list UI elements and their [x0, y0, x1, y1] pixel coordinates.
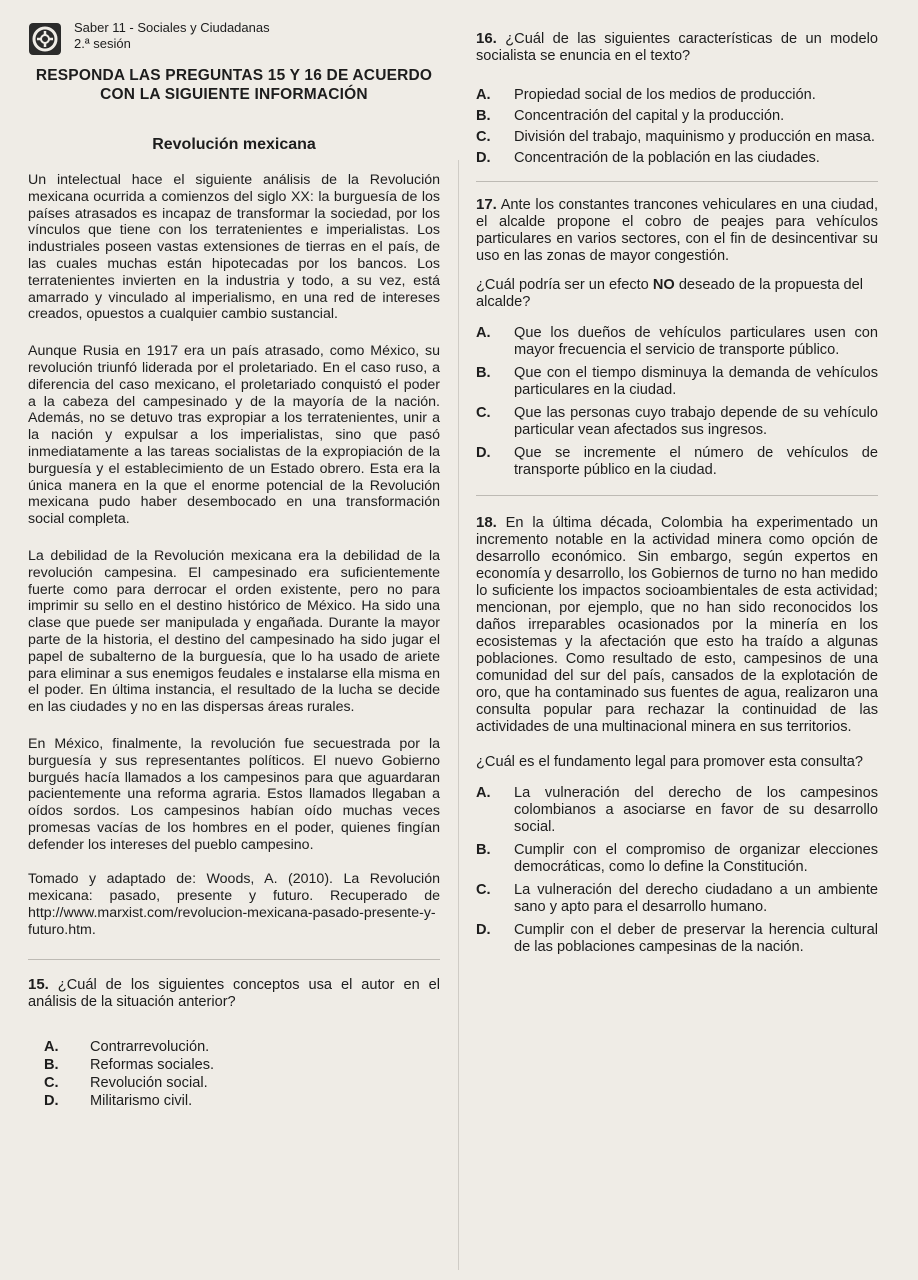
- option-letter: A.: [44, 1038, 59, 1055]
- option-letter: A.: [476, 325, 491, 341]
- question-stem: [476, 30, 878, 65]
- option-text: Cumplir con el compromiso de organizar elecciones democráticas, como lo define la Constitución.: [514, 842, 878, 875]
- section-divider: [476, 181, 878, 182]
- prompt-emphasis: NO: [652, 277, 675, 293]
- question-15: [28, 976, 440, 1110]
- answer-option-a[interactable]: [476, 785, 878, 836]
- option-letter: D.: [476, 150, 491, 166]
- option-letter: B.: [476, 108, 491, 124]
- icfes-logo-icon: [28, 22, 62, 56]
- answer-option-d[interactable]: [476, 922, 878, 956]
- session-label: 2.ª sesión: [74, 36, 131, 51]
- option-text: Que los dueños de vehículos particulares usen con mayor frecuencia el servicio de transporte público.: [514, 325, 878, 358]
- answer-option-d[interactable]: [28, 1093, 440, 1110]
- exam-title: Saber 11 - Sociales y Ciudadanas: [74, 20, 270, 35]
- option-text: Revolución social.: [90, 1074, 208, 1091]
- reading-source: Tomado y adaptado de: Woods, A. (2010). La Revolución mexicana: pasado, presente y futuro. Recuperado de http://www.marxist.com/revolucion-mexicana-pasado-presente-y-futuro.htm.: [28, 871, 440, 938]
- question-stem: [476, 514, 878, 736]
- answer-option-a[interactable]: [476, 87, 878, 104]
- option-text: Cumplir con el deber de preservar la herencia cultural de las poblaciones campesinas de la nación.: [514, 922, 878, 955]
- answer-option-a[interactable]: [476, 325, 878, 359]
- option-letter: D.: [44, 1092, 59, 1109]
- prompt-text-end: deseado de la propuesta del alcalde?: [476, 277, 864, 310]
- option-letter: C.: [476, 882, 491, 898]
- question-text: ¿Cuál de las siguientes características de un modelo socialista se enuncia en el texto?: [476, 31, 878, 64]
- option-text: Que con el tiempo disminuya la demanda de vehículos particulares en la ciudad.: [514, 365, 878, 398]
- question-16: [476, 30, 878, 167]
- option-text: La vulneración del derecho de los campesinos colombianos a asociarse en favor de su desarrollo social.: [514, 785, 878, 835]
- reading-paragraph: Un intelectual hace el siguiente análisis de la Revolución mexicana ocurrida a comienzos del siglo XX: la burguesía de los países atrasados es incapaz de transformar la sociedad, por los vínculos que tiene con los terratenientes e imperialistas. Los industriales poseen vastas extensiones de tierras en el país, de las cuales muchas están hipotecadas por los bancos. Los terratenientes invierten en la industria y todo, a su vez, está amarrado y vinculado al imperialismo, en una red de intereses creados, opuestos a cualquier cambio sustancial.: [28, 172, 440, 323]
- question-text: En la última década, Colombia ha experimentado un incremento notable en la actividad minera como opción de desarrollo económico. Sin embargo, según expertos en economía y desarrollo, los Gobiernos de turno no han medido lo suficiente los impactos socioambientales de esta actividad; mencionan, por ejemplo, que no han sido reconocidos los daños irreparables ocasionados por la minería en los ecosistemas y la afectación que esto ha traído a algunas poblaciones. Como resultado de esto, campesinos de una comunidad del sur del país, cansados de la explotación de oro, que ha contaminado sus fuentes de agua, realizaron una consulta popular para rechazar la continuidad de las actividades de una multinacional minera en sus territorios.: [476, 515, 878, 735]
- option-text: Contrarrevolución.: [90, 1038, 210, 1055]
- question-number: 15.: [28, 975, 49, 993]
- reading-title: Revolución mexicana: [152, 136, 316, 153]
- option-letter: C.: [476, 129, 491, 145]
- question-text: Ante los constantes trancones vehiculares en una ciudad, el alcalde propone el cobro de peajes para vehículos particulares en varios sectores, con el fin de desincentivar su uso en las zonas de mayor congestión.: [476, 197, 878, 264]
- left-column: [28, 66, 440, 1111]
- option-text: Reformas sociales.: [90, 1056, 215, 1073]
- question-17: [476, 196, 878, 479]
- question-number: 16.: [476, 30, 497, 47]
- answer-option-d[interactable]: [476, 150, 878, 167]
- column-divider: [458, 160, 459, 1270]
- option-letter: C.: [476, 405, 491, 421]
- option-letter: A.: [476, 785, 491, 801]
- answer-option-c[interactable]: [476, 129, 878, 146]
- question-number: 18.: [476, 514, 497, 531]
- reading-paragraph: La debilidad de la Revolución mexicana era la debilidad de la revolución campesina. El campesinado era suficientemente fuerte como para derrocar el orden existente, pero no para imprimir su sello en el destino histórico de México. Ha sido una clase que puede ser manipulada y engañada. Durante la mayor parte de la historia, el destino del campesinado ha sido jugar el papel de subalterno de la burguesía, que lo ha usado de ariete para eliminar a sus enemigos feudales e instalarse ella misma en el poder. En última instancia, el resultado de la lucha se decide en las ciudades y no en las dispersas áreas rurales.: [28, 547, 440, 716]
- question-stem: [476, 196, 878, 265]
- option-text: Concentración del capital y la producción.: [514, 108, 785, 124]
- answer-option-b[interactable]: [476, 365, 878, 399]
- answer-option-b[interactable]: [476, 842, 878, 876]
- reading-passage: [28, 172, 440, 939]
- answer-option-a[interactable]: [28, 1039, 440, 1056]
- answer-option-b[interactable]: [28, 1057, 440, 1074]
- answer-option-d[interactable]: [476, 445, 878, 479]
- option-text: La vulneración del derecho ciudadano a un ambiente sano y apto para el desarrollo humano.: [514, 882, 878, 915]
- option-letter: C.: [44, 1074, 59, 1091]
- reading-paragraph: Aunque Rusia en 1917 era un país atrasado, como México, su revolución triunfó liderada por el proletariado. En el caso ruso, a diferencia del caso mexicano, el proletariado conquistó el poder a la cabeza del campesinado y de la mayoría de la nación. Además, no se detuvo tras expropiar a los terratenientes, unir a la nación y expulsar a los imperialistas, sino que pasó inmediatamente a las tareas socialistas de la expropiación de la burguesía y el establecimiento de un Estado obrero. Esta era la única manera en la que el enorme potencial de la Revolución mexicana pudo haber desembocado en una transformación social completa.: [28, 343, 440, 528]
- question-number: 17.: [476, 196, 497, 213]
- answer-option-c[interactable]: [28, 1075, 440, 1092]
- section-divider: [28, 959, 440, 960]
- option-text: División del trabajo, maquinismo y producción en masa.: [514, 129, 875, 145]
- question-text: ¿Cuál de los siguientes conceptos usa el autor en el análisis de la situación anterior?: [28, 976, 440, 1010]
- option-text: Militarismo civil.: [90, 1092, 193, 1109]
- section-divider: [476, 495, 878, 496]
- option-text: Propiedad social de los medios de producción.: [514, 87, 816, 103]
- option-letter: D.: [476, 445, 491, 461]
- option-text: Que las personas cuyo trabajo depende de su vehículo particular vean afectados sus ingresos.: [514, 405, 878, 438]
- answer-option-c[interactable]: [476, 405, 878, 439]
- option-letter: B.: [44, 1056, 59, 1073]
- header-text: [74, 20, 270, 52]
- option-text: Concentración de la población en las ciudades.: [514, 150, 820, 166]
- question-prompt: [476, 277, 878, 311]
- answer-option-c[interactable]: [476, 882, 878, 916]
- question-stem: [28, 976, 440, 1011]
- option-letter: D.: [476, 922, 491, 938]
- question-prompt: ¿Cuál es el fundamento legal para promover esta consulta?: [476, 754, 863, 770]
- option-text: Que se incremente el número de vehículos de transporte público en la ciudad.: [514, 445, 878, 478]
- option-letter: B.: [476, 842, 491, 858]
- instruction-heading: RESPONDA LAS PREGUNTAS 15 Y 16 DE ACUERDO CON LA SIGUIENTE INFORMACIÓN: [35, 67, 433, 103]
- reading-paragraph: En México, finalmente, la revolución fue secuestrada por la burguesía y sus representantes políticos. El nuevo Gobierno burgués hacía llamados a los campesinos para que aguardaran pacientemente una reforma agraria. Estos llamados llegaban a oídos sordos. Los campesinos habían oído muchas veces promesas vacías de los hombres en el poder, quienes fingían defender los intereses del pueblo campesino.: [28, 735, 440, 853]
- option-letter: A.: [476, 87, 491, 103]
- option-letter: B.: [476, 365, 491, 381]
- answer-option-b[interactable]: [476, 108, 878, 125]
- question-18: [476, 514, 878, 956]
- page-header: [28, 18, 428, 62]
- right-column: [476, 30, 878, 962]
- prompt-text-start: ¿Cuál podría ser un efecto: [476, 277, 649, 293]
